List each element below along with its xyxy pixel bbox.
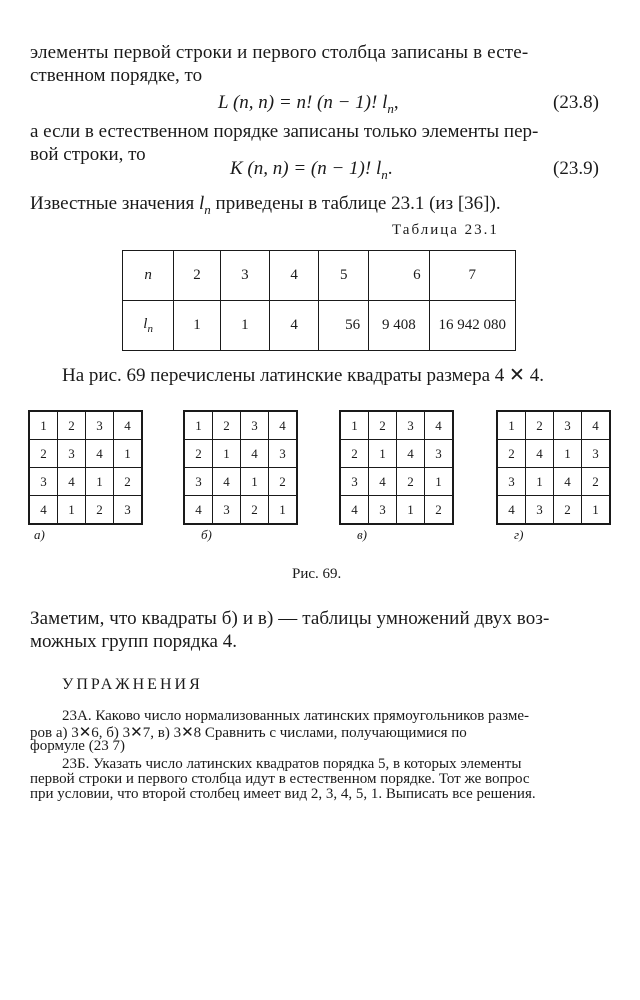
exercise-23b-line-2: первой строки и первого столбца идут в естественном порядке. Тот же вопрос (30, 771, 530, 787)
latin-square-cell: 2 (369, 411, 397, 440)
latin-square-cell: 1 (29, 411, 58, 440)
table-caption: Таблица 23.1 (392, 222, 499, 238)
latin-square-cell: 4 (86, 440, 114, 468)
latin-square-cell: 3 (269, 440, 298, 468)
paragraph-3-sub: n (204, 201, 211, 217)
table-cell: 1 (220, 301, 269, 351)
table-row-label-var: l (143, 316, 148, 332)
exercise-23b-line-1: 23Б. Указать число латинских квадратов порядка 5, в которых элементы (62, 756, 522, 772)
equation-formula: K (n, n) = (n − 1)! l (230, 158, 382, 179)
latin-square-cell: 4 (497, 496, 526, 525)
exercise-23a-line-2: ров а) 3✕6, б) 3✕7, в) 3✕8 Сравнить с числами, получающимися по (30, 725, 467, 741)
paragraph-3 (30, 193, 501, 218)
latin-square-cell: 2 (425, 496, 454, 525)
latin-square-row (29, 496, 142, 525)
latin-square-row (184, 496, 297, 525)
latin-square-row (497, 440, 610, 468)
latin-square-cell: 1 (86, 468, 114, 496)
equation-23-8 (218, 92, 399, 117)
paragraph-3-var: l (199, 193, 205, 214)
latin-square-cell: 1 (582, 496, 611, 525)
paragraph-4: На рис. 69 перечислены латинские квадраты размера 4 ✕ 4. (62, 365, 544, 386)
paragraph-1-line-2: ственном порядке, то (30, 65, 203, 86)
table-cell: 4 (269, 251, 318, 301)
latin-square-1 (28, 410, 143, 525)
exercise-23a-line-1: 23А. Каково число нормализованных латинских прямоугольников разме- (62, 708, 530, 724)
latin-square-cell: 1 (425, 468, 454, 496)
latin-square-cell: 2 (526, 411, 554, 440)
exercises-heading: УПРАЖНЕНИЯ (62, 676, 203, 693)
equation-subscript: n (387, 100, 394, 116)
latin-square-cell: 2 (29, 440, 58, 468)
latin-square-cell: 2 (241, 496, 269, 525)
latin-square-cell: 2 (86, 496, 114, 525)
latin-square-row (497, 411, 610, 440)
latin-square-cell: 3 (397, 411, 425, 440)
latin-square-cell: 3 (29, 468, 58, 496)
latin-square-cell: 3 (213, 496, 241, 525)
table-header-row (123, 251, 516, 301)
latin-square-cell: 4 (269, 411, 298, 440)
latin-square-cell: 4 (526, 440, 554, 468)
latin-square-label: а) (34, 527, 45, 542)
latin-square-cell: 4 (29, 496, 58, 525)
latin-square-cell: 3 (58, 440, 86, 468)
latin-square-cell: 4 (582, 411, 611, 440)
table-23-1 (122, 250, 516, 351)
paragraph-5-line-1: Заметим, что квадраты б) и в) — таблицы умножений двух воз- (30, 608, 550, 629)
exercise-23a-line-3: формуле (23 7) (30, 738, 125, 754)
paragraph-3-post: приведены в таблице 23.1 (из [36]). (210, 193, 501, 214)
figure-caption: Рис. 69. (292, 566, 342, 582)
latin-square-row (184, 440, 297, 468)
latin-square-cell: 1 (397, 496, 425, 525)
latin-square-row (29, 468, 142, 496)
latin-square-cell: 4 (554, 468, 582, 496)
table-header-label: n (123, 251, 174, 301)
latin-square-row (340, 411, 453, 440)
latin-square-label: в) (357, 527, 367, 542)
equation-formula: L (n, n) = n! (n − 1)! l (218, 92, 388, 113)
table-cell: 7 (429, 251, 515, 301)
latin-square-cell: 1 (340, 411, 369, 440)
latin-square-cell: 4 (369, 468, 397, 496)
latin-square-cell: 1 (114, 440, 143, 468)
latin-square-cell: 2 (397, 468, 425, 496)
table-cell: 16 942 080 (429, 301, 515, 351)
equation-number-23-8: (23.8) (553, 92, 599, 113)
latin-square-cell: 2 (184, 440, 213, 468)
latin-square-cell: 3 (86, 411, 114, 440)
latin-square-4 (496, 410, 611, 525)
latin-square-cell: 1 (526, 468, 554, 496)
latin-square-row (29, 411, 142, 440)
latin-square-cell: 3 (114, 496, 143, 525)
latin-square-cell: 2 (58, 411, 86, 440)
latin-square-cell: 3 (554, 411, 582, 440)
paragraph-2-line-2: вой строки, то (30, 144, 146, 165)
latin-square-cell: 1 (369, 440, 397, 468)
latin-square-cell: 1 (241, 468, 269, 496)
latin-square-cell: 3 (526, 496, 554, 525)
equation-tail: , (393, 92, 399, 113)
latin-square-cell: 2 (340, 440, 369, 468)
latin-square-row (340, 468, 453, 496)
latin-square-cell: 3 (425, 440, 454, 468)
latin-square-cell: 4 (184, 496, 213, 525)
equation-tail: . (387, 158, 393, 179)
latin-square-cell: 3 (582, 440, 611, 468)
latin-square-cell: 1 (184, 411, 213, 440)
latin-square-cell: 3 (241, 411, 269, 440)
latin-square-cell: 2 (497, 440, 526, 468)
latin-square-cell: 4 (425, 411, 454, 440)
latin-square-cell: 4 (213, 468, 241, 496)
latin-square-cell: 1 (269, 496, 298, 525)
table-cell: 6 (369, 251, 429, 301)
latin-square-cell: 2 (269, 468, 298, 496)
latin-square-row (497, 468, 610, 496)
paragraph-1-line-1: элементы первой строки и первого столбца записаны в есте- (30, 42, 529, 63)
latin-square-row (29, 440, 142, 468)
table-cell: 4 (269, 301, 318, 351)
equation-number-23-9: (23.9) (553, 158, 599, 179)
table-cell: 56 (319, 301, 369, 351)
latin-square-cell: 1 (497, 411, 526, 440)
latin-square-cell: 3 (497, 468, 526, 496)
latin-square-cell: 2 (582, 468, 611, 496)
latin-square-cell: 4 (340, 496, 369, 525)
latin-square-cell: 3 (184, 468, 213, 496)
latin-square-cell: 4 (241, 440, 269, 468)
latin-square-cell: 4 (397, 440, 425, 468)
latin-square-cell: 3 (340, 468, 369, 496)
latin-square-label: б) (201, 527, 212, 542)
latin-square-row (340, 440, 453, 468)
equation-subscript: n (381, 166, 388, 182)
latin-square-row (184, 468, 297, 496)
latin-square-cell: 2 (213, 411, 241, 440)
table-data-row (123, 301, 516, 351)
latin-square-row (340, 496, 453, 525)
paragraph-3-pre: Известные значения (30, 193, 200, 214)
latin-square-cell: 1 (213, 440, 241, 468)
latin-square-label: г) (514, 527, 524, 542)
latin-square-cell: 1 (554, 440, 582, 468)
latin-square-row (497, 496, 610, 525)
exercise-23b-line-3: при условии, что второй столбец имеет вид 2, 3, 4, 5, 1. Выписать все решения. (30, 786, 536, 802)
latin-square-2 (183, 410, 298, 525)
table-row-label-sub: n (147, 323, 153, 335)
table-cell: 5 (319, 251, 369, 301)
paragraph-2-line-1: а если в естественном порядке записаны только элементы пер- (30, 121, 539, 142)
table-cell: 3 (220, 251, 269, 301)
table-cell: 9 408 (369, 301, 429, 351)
table-cell: 1 (174, 301, 220, 351)
equation-23-9 (230, 158, 392, 183)
latin-square-cell: 2 (554, 496, 582, 525)
latin-square-cell: 2 (114, 468, 143, 496)
latin-square-row (184, 411, 297, 440)
table-cell: 2 (174, 251, 220, 301)
latin-square-cell: 3 (369, 496, 397, 525)
table-row-label (123, 301, 174, 351)
latin-square-cell: 4 (114, 411, 143, 440)
paragraph-5-line-2: можных групп порядка 4. (30, 631, 237, 652)
latin-square-cell: 1 (58, 496, 86, 525)
latin-square-cell: 4 (58, 468, 86, 496)
latin-square-3 (339, 410, 454, 525)
